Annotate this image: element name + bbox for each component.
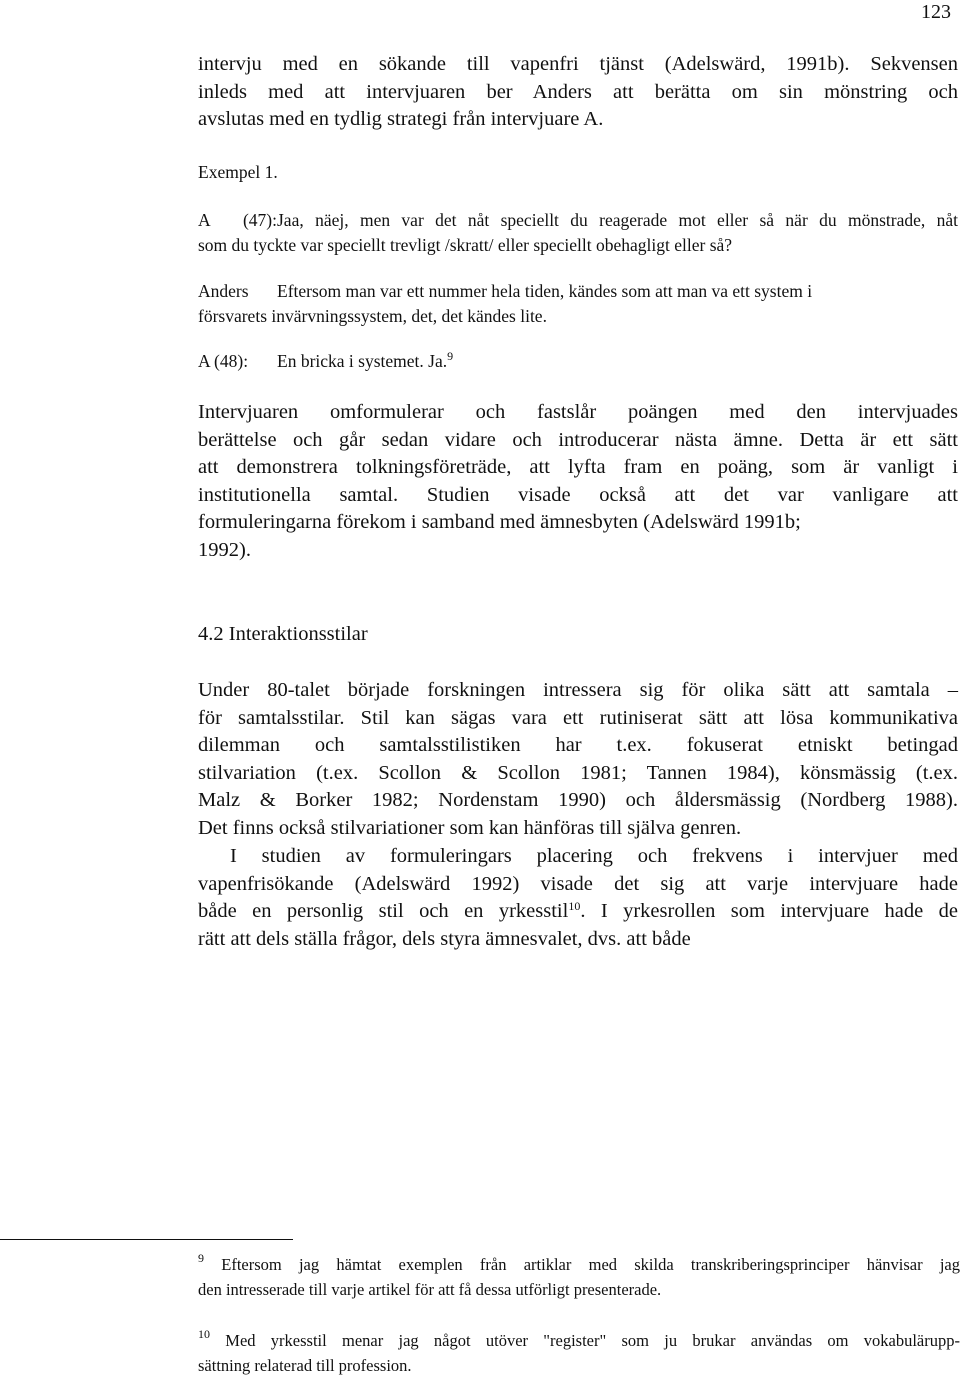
para1-line-2: för samtalsstilar. Stil kan sägas vara ett rutiniserat sätt att lösa kommunikativa bbox=[198, 706, 958, 729]
turn-line bbox=[198, 349, 958, 374]
speaker-label: A (47): bbox=[198, 210, 277, 230]
section-heading bbox=[198, 621, 958, 649]
intro-line-2: inleds med att intervjuaren ber Anders att berätta om sin mönstring och bbox=[198, 80, 958, 103]
example-heading: Exempel 1. bbox=[198, 162, 278, 182]
analysis-line-3: att demonstrera tolkningsföreträde, att lyfta fram en poäng, som är vanligt i bbox=[198, 456, 958, 479]
footnote-text: Med yrkesstil menar jag något utöver "register" som ju brukar användas om vokabulärupp- bbox=[225, 1331, 960, 1350]
intro-paragraph bbox=[198, 51, 958, 134]
turn-line-continued: som du tyckte var speciellt trevligt /skratt/ eller speciellt obehagligt eller så? bbox=[198, 235, 733, 255]
para2-line-1 bbox=[198, 843, 958, 871]
turn-line-continued: försvarets invärvningssystem, det, det kändes lite. bbox=[198, 306, 547, 326]
transcript-turn-anders bbox=[198, 279, 958, 329]
para1-line-3: dilemman och samtalsstilistiken har t.ex. fokuserat etniskt betingad bbox=[198, 734, 958, 757]
speaker-label: Anders bbox=[198, 281, 249, 301]
speaker-label: A (48): bbox=[198, 351, 249, 371]
footnote-text: Eftersom jag hämtat exemplen från artiklar med skilda transkriberingsprinciper hänvisar jag bbox=[221, 1255, 960, 1274]
para2-line-2: vapenfrisökande (Adelswärd 1992) visade det sig att varje intervjuare hade bbox=[198, 872, 958, 895]
footnote-line bbox=[198, 1328, 960, 1353]
section-title: Interaktionsstilar bbox=[228, 623, 368, 645]
paragraph-study bbox=[198, 843, 958, 953]
analysis-line-6: 1992). bbox=[198, 538, 251, 561]
footnote-9 bbox=[198, 1252, 960, 1302]
analysis-paragraph bbox=[198, 399, 958, 565]
intro-line-1: intervju med en sökande till vapenfri tjänst (Adelswärd, 1991b). Sekvensen bbox=[198, 53, 958, 75]
analysis-line-4: institutionella samtal. Studien visade också att det var vanligare att bbox=[198, 483, 958, 506]
footnote-divider bbox=[0, 1239, 293, 1240]
footnote-10 bbox=[198, 1328, 960, 1378]
para2-line-4: rätt att dels ställa frågor, dels styra ämnesvalet, dvs. att både bbox=[198, 927, 691, 950]
footnote-line bbox=[198, 1252, 960, 1277]
turn-text: Jaa, näej, men var det nåt speciellt du reagerade mot eller så när du mönstrade, nåt bbox=[277, 210, 958, 230]
footnote-ref-10[interactable]: 10 bbox=[568, 899, 581, 914]
footnote-line-continued: sättning relaterad till profession. bbox=[198, 1356, 412, 1375]
turn-text: Eftersom man var ett nummer hela tiden, kändes som att man va ett system i bbox=[277, 281, 813, 301]
turn-line bbox=[198, 208, 958, 233]
para1-line-1: Under 80-talet började forskningen intressera sig för olika sätt att samtala – bbox=[198, 679, 958, 701]
intro-line-3: avslutas med en tydlig strategi från intervjuare A. bbox=[198, 108, 604, 131]
transcript-turn-a48 bbox=[198, 349, 958, 374]
footnote-marker: 10 bbox=[198, 1327, 210, 1341]
section-number: 4.2 bbox=[198, 623, 224, 645]
para2-line-3-end: . I yrkesrollen som intervjuare hade de bbox=[580, 900, 958, 923]
paragraph-interaction-styles bbox=[198, 677, 958, 843]
analysis-line-5: formuleringarna förekom i samband med ämnesbyten (Adelswärd 1991b; bbox=[198, 511, 801, 534]
footnote-ref-9[interactable]: 9 bbox=[447, 349, 454, 363]
analysis-line-1: Intervjuaren omformulerar och fastslår poängen med den intervjuades bbox=[198, 401, 958, 423]
transcript-turn-a47 bbox=[198, 208, 958, 258]
footnote-marker: 9 bbox=[198, 1251, 204, 1265]
turn-text: En bricka i systemet. Ja. bbox=[277, 351, 448, 371]
para2-line-3-start: både en personlig stil och en yrkesstil bbox=[198, 900, 569, 923]
para2-line-3 bbox=[198, 898, 958, 926]
para1-line-5: Malz & Borker 1982; Nordenstam 1990) och åldersmässig (Nordberg 1988). bbox=[198, 789, 958, 812]
turn-line bbox=[198, 279, 958, 304]
analysis-line-2: berättelse och går sedan vidare och introducerar nästa ämne. Detta är ett sätt bbox=[198, 428, 958, 451]
para1-line-4: stilvariation (t.ex. Scollon & Scollon 1981; Tannen 1984), könsmässig (t.ex. bbox=[198, 761, 958, 784]
para1-line-6: Det finns också stilvariationer som kan hänföras till själva genren. bbox=[198, 816, 742, 839]
para2-line-1-text: I studien av formuleringars placering och frekvens i intervjuer med bbox=[230, 845, 958, 867]
footnote-line-continued: den intresserade till varje artikel för att få dessa utförligt presenterade. bbox=[198, 1280, 662, 1299]
page-number: 123 bbox=[921, 1, 951, 23]
